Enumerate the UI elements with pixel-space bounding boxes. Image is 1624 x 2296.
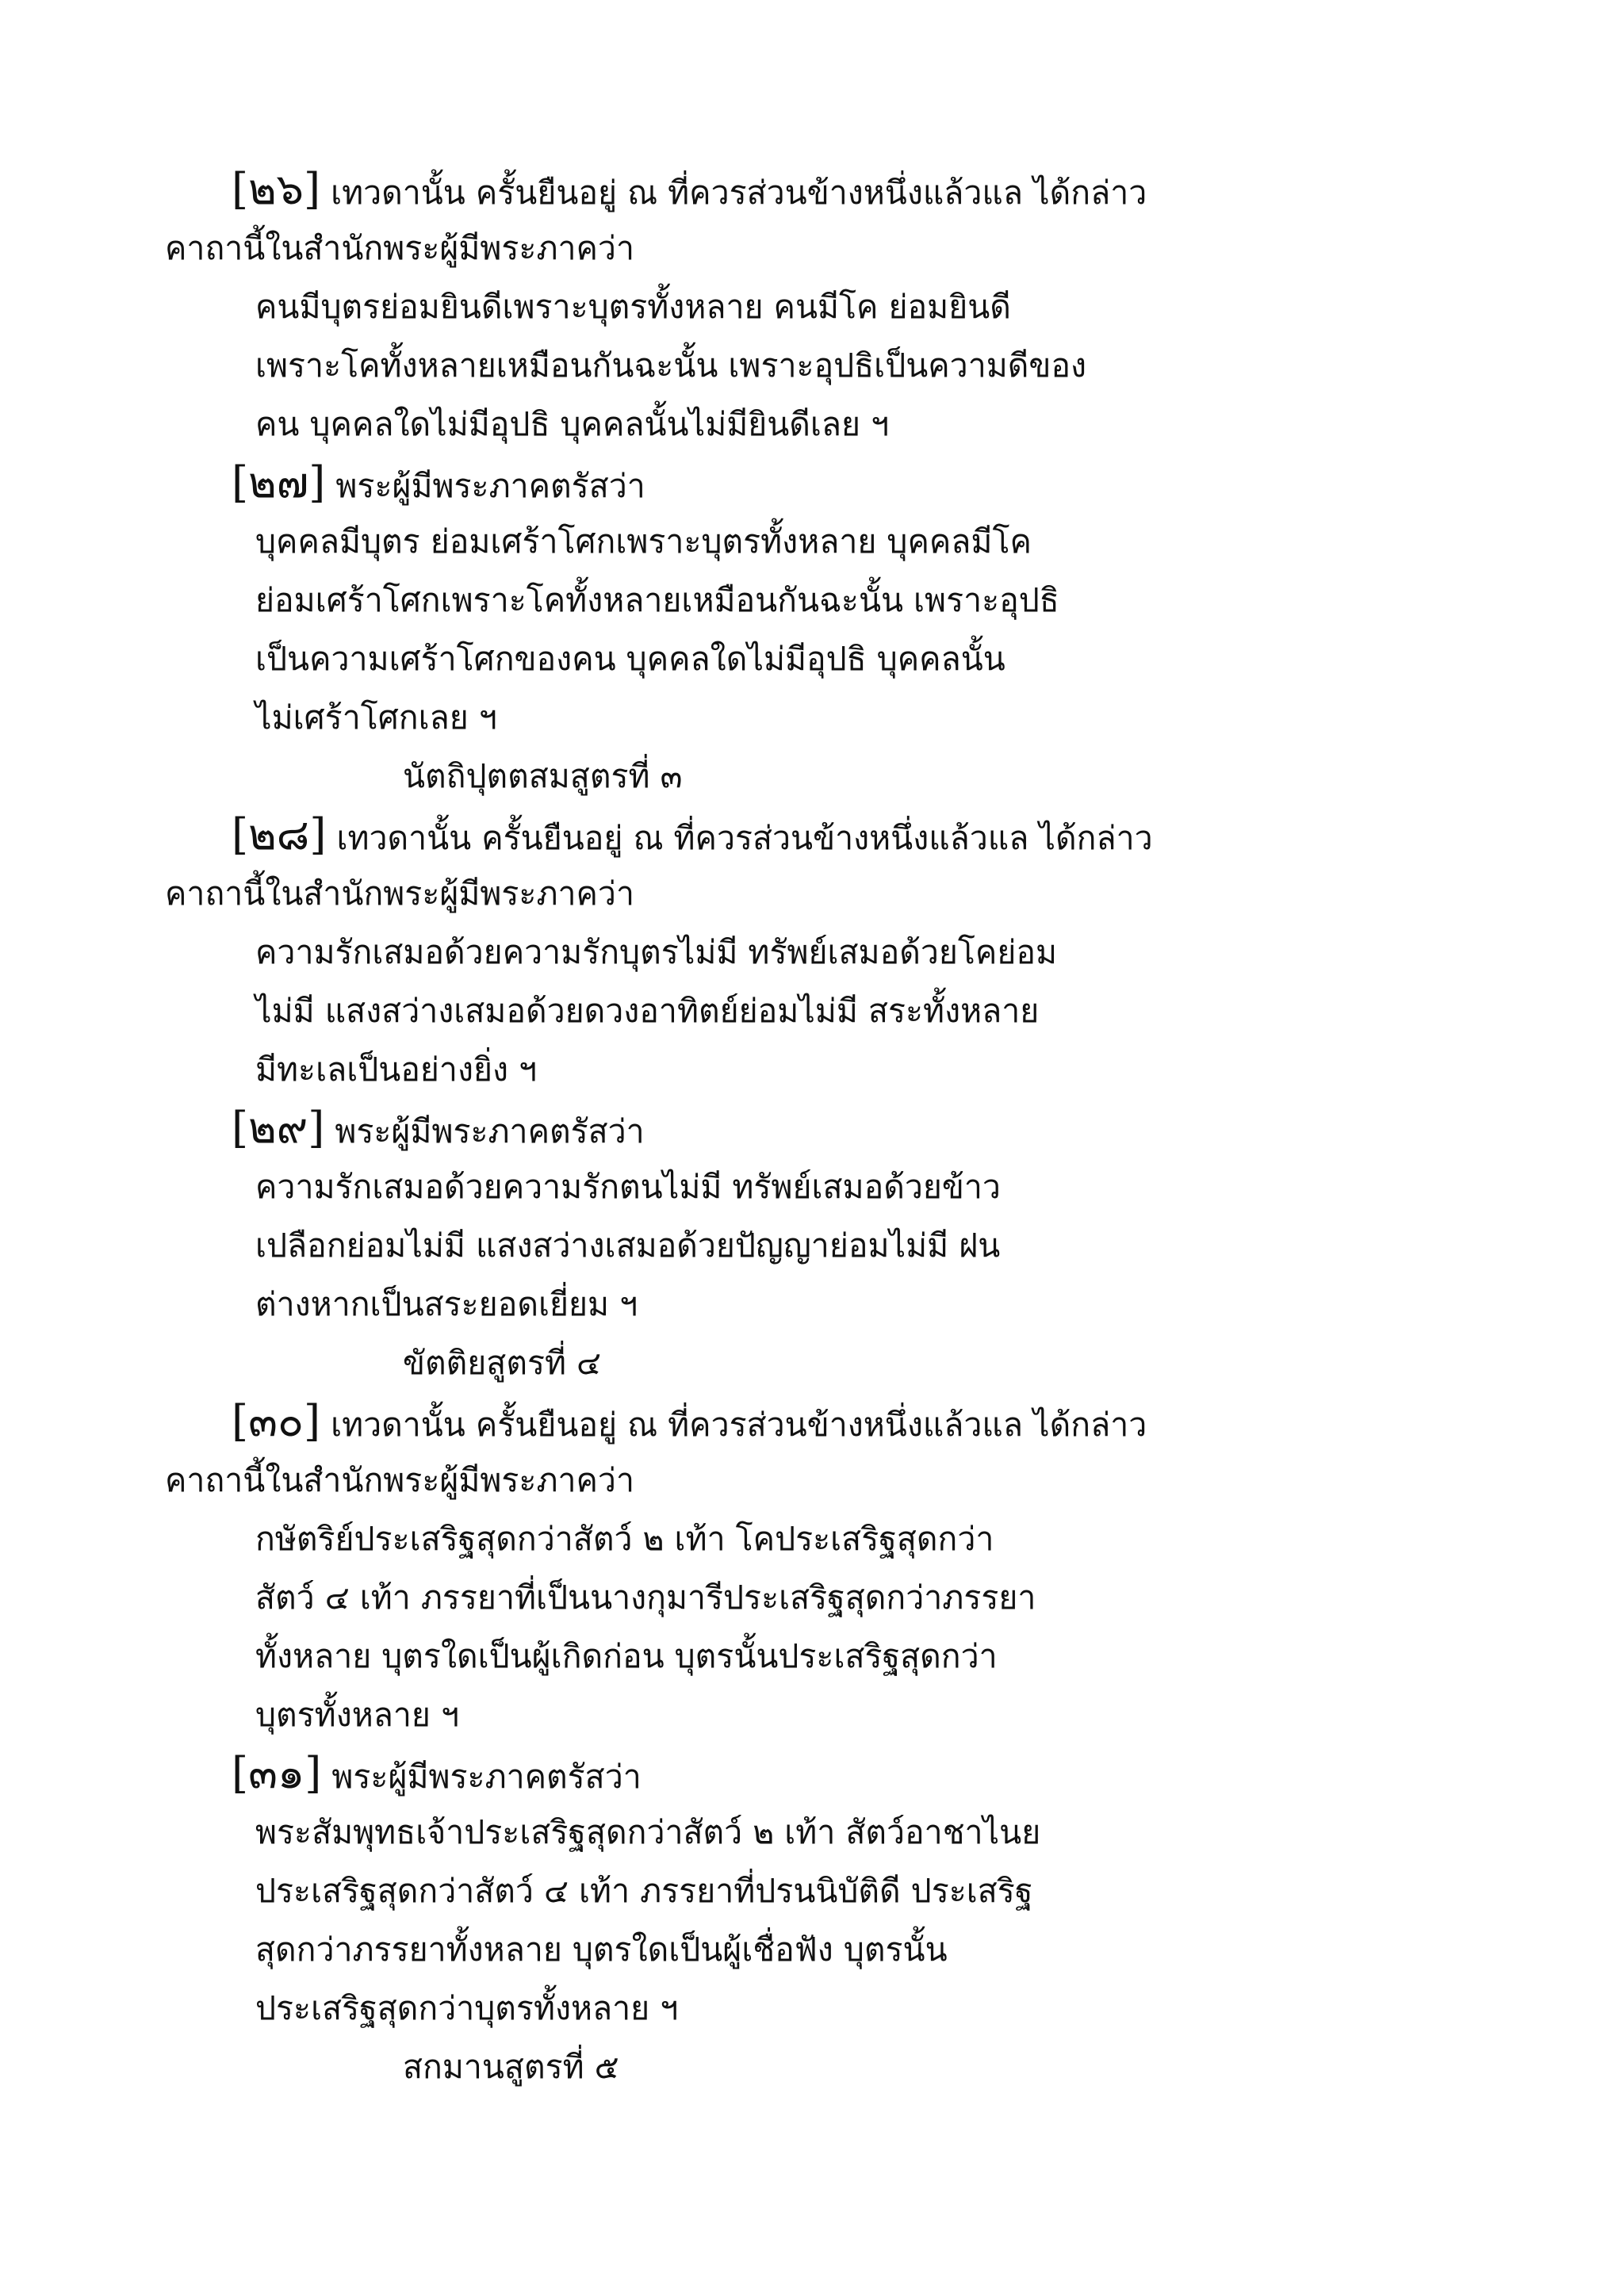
verse-line: คนมีบุตรย่อมยินดีเพราะบุตรทั้งหลาย คนมีโค ย่อมยินดี [255, 288, 1011, 326]
sutta-title-3: นัตถิปุตตสมสูตรที่ ๓ [403, 757, 683, 795]
paragraph-text: พระผู้มีพระภาคตรัสว่า [335, 1112, 645, 1150]
verse-line: ไม่มี แสงสว่างเสมอด้วยดวงอาทิตย์ย่อมไม่มี สระทั้งหลาย [255, 992, 1040, 1030]
verse-line: ประเสริฐสุดกว่าบุตรทั้งหลาย ฯ [255, 1989, 679, 2027]
verse-line: คน บุคคลใดไม่มีอุปธิ บุคคลนั้นไม่มียินดีเลย ฯ [255, 405, 890, 443]
verse-line: กษัตริย์ประเสริฐสุดกว่าสัตว์ ๒ เท้า โคประเสริฐสุดกว่า [255, 1520, 994, 1558]
verse-line: เป็นความเศร้าโศกของคน บุคคลใดไม่มีอุปธิ บุคคลนั้น [255, 640, 1005, 678]
paragraph-number-27: [๒๗] [232, 457, 326, 507]
paragraph-number-29: [๒๙] [232, 1103, 325, 1153]
paragraph-27-first-line [232, 453, 645, 512]
paragraph-text: เทวดานั้น ครั้นยืนอยู่ ณ ที่ควรส่วนข้างหนึ่งแล้วแล ได้กล่าว [331, 1406, 1147, 1444]
verse-line: ประเสริฐสุดกว่าสัตว์ ๔ เท้า ภรรยาที่ปรนนิบัติดี ประเสริฐ [255, 1872, 1033, 1910]
verse-line: ไม่เศร้าโศกเลย ฯ [255, 698, 497, 737]
verse-line: บุคคลมีบุตร ย่อมเศร้าโศกเพราะบุตรทั้งหลาย บุคคลมีโค [255, 522, 1032, 561]
verse-line: สัตว์ ๔ เท้า ภรรยาที่เป็นนางกุมารีประเสริฐสุดกว่าภรรยา [255, 1578, 1036, 1617]
verse-line: เพราะโคทั้งหลายเหมือนกันฉะนั้น เพราะอุปธิเป็นความดีของ [255, 346, 1087, 385]
paragraph-text: เทวดานั้น ครั้นยืนอยู่ ณ ที่ควรส่วนข้างหนึ่งแล้วแล ได้กล่าว [336, 819, 1153, 857]
paragraph-number-28: [๒๘] [232, 809, 327, 859]
verse-line: ความรักเสมอด้วยความรักบุตรไม่มี ทรัพย์เสมอด้วยโคย่อม [255, 933, 1058, 971]
verse-line: ทั้งหลาย บุตรใดเป็นผู้เกิดก่อน บุตรนั้นประเสริฐสุดกว่า [255, 1637, 998, 1675]
paragraph-number-31: [๓๑] [232, 1748, 322, 1798]
verse-line: ความรักเสมอด้วยความรักตนไม่มี ทรัพย์เสมอด้วยข้าว [255, 1168, 1001, 1206]
paragraph-text: พระผู้มีพระภาคตรัสว่า [331, 1758, 642, 1796]
paragraph-number-26: [๒๖] [232, 164, 321, 214]
paragraph-31-first-line [232, 1744, 642, 1803]
paragraph-number-30: [๓๐] [232, 1396, 321, 1446]
paragraph-28-first-line [232, 806, 1153, 864]
verse-line: พระสัมพุทธเจ้าประเสริฐสุดกว่าสัตว์ ๒ เท้า สัตว์อาชาไนย [255, 1813, 1041, 1851]
paragraph-text: เทวดานั้น ครั้นยืนอยู่ ณ ที่ควรส่วนข้างหนึ่งแล้วแล ได้กล่าว [331, 174, 1147, 212]
paragraph-text: พระผู้มีพระภาคตรัสว่า [335, 467, 645, 505]
verse-line: สุดกว่าภรรยาทั้งหลาย บุตรใดเป็นผู้เชื่อฟัง บุตรนั้น [255, 1931, 948, 1969]
verse-line: บุตรทั้งหลาย ฯ [255, 1696, 459, 1734]
verse-line: มีทะเลเป็นอย่างยิ่ง ฯ [255, 1050, 538, 1089]
paragraph-30-first-line [232, 1392, 1147, 1451]
paragraph-30-continuation: คาถานี้ในสำนักพระผู้มีพระภาคว่า [165, 1461, 634, 1499]
paragraph-28-continuation: คาถานี้ในสำนักพระผู้มีพระภาคว่า [165, 874, 634, 913]
sutta-title-5: สกมานสูตรที่ ๕ [403, 2048, 619, 2086]
paragraph-29-first-line [232, 1099, 645, 1158]
verse-line: ย่อมเศร้าโศกเพราะโคทั้งหลายเหมือนกันฉะนั้น เพราะอุปธิ [255, 581, 1059, 619]
verse-line: เปลือกย่อมไม่มี แสงสว่างเสมอด้วยปัญญาย่อมไม่มี ฝน [255, 1226, 1001, 1265]
paragraph-26-first-line [232, 160, 1147, 219]
sutta-title-4: ขัตติยสูตรที่ ๔ [403, 1344, 602, 1382]
paragraph-26-continuation: คาถานี้ในสำนักพระผู้มีพระภาคว่า [165, 229, 634, 267]
verse-line: ต่างหากเป็นสระยอดเยี่ยม ฯ [255, 1285, 638, 1323]
